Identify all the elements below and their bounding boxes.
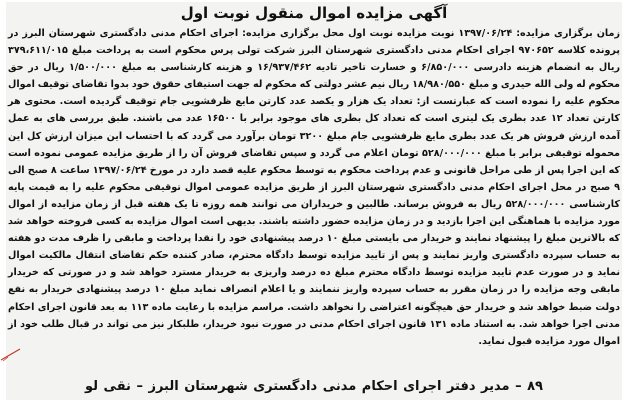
- notice-body: زمان برگزاری مزایده: ۱۳۹۷/۰۶/۲۴ نوبت مزایده نوبت اول محل برگزاری مزایده: اجرای احکام مدنی دادگستری شهرستان البرز در پرونده کلاسه ۹۷۰۶۵۲ اجرای احکام مدنی دادگستری شهرستان البرز شرکت تولی پرس محکوم است به پرداخت مبلغ ۳۷۹،۶۱۱/۰۱۵ ریال به انضمام هزینه دادرسی ۶/۸۵۰/۰۰۰ و خسارت تاخیر تادیه ۱۶/۹۳۷/۴۶۲ و هزینه کارشناسی به مبلغ ۱/۵۰۰/۰۰۰ ریال در حق محکوم له ولی الله حیدری و مبلغ ۱۸/۹۸۰/۵۵۰ ریال نیم عشر دولتی که محکوم له جهت استیفای حقوق خود بدوا تقاضای توقیف اموال محکوم علیه را نموده است که عبارتست از: تعداد یک هزار و یکصد عدد کارتن مایع ظرفشویی جام توقیف گردیده است. محتوی هر کارتن تعداد ۱۲ عدد بطری یک لیتری است که تعداد کل بطری های موجود برابر با ۱۶۵۰۰ عدد می باشند. طبق بررسی های به عمل آمده ارزش فروش هر یک عدد بطری مایع ظرفشویی جام مبلغ ۳۲۰۰ تومان برآورد می گردد که با احتساب این میزان ارزش کل این محموله توقیفی برابر با مبلغ ۵۲۸/۰۰۰/۰۰۰ تومان اعلام می گردد و سپس تقاضای فروش آن را از طریق مزایده عمومی نموده است که این اجرا پس از طی مراحل قانونی و عدم پرداخت محکوم به توسط محکوم علیه قصد دارد در مورخ ۱۳۹۷/۰۶/۲۴ ساعت ۸ صبح الی ۹ صبح در محل اجرای احکام مدنی دادگستری شهرستان البرز از طریق مزایده عمومی اموال توقیفی محکوم علیه را به قیمت پایه کارشناسی ۵۲۸/۰۰۰/۰۰۰ ریال به فروش برساند. طالبین و خریداران می توانند همه روزه تا یک هفته قبل از زمان مزایده از اموال مورد مزایده با هماهنگی این اجرا بازدید و در زمان مزایده حضور داشته باشند. بدیهی است اموال مزایده به کسی فروخته خواهد شد که بالاترین مبلغ را پیشنهاد نمایند و خریدار می بایستی مبلغ ۱۰ درصد پیشنهادی خود را نقدا پرداخت و مابقی را ظرف مدت دو هفته به حساب سپرده دادگستری واریز نمایند و پس از تایید مزایده توسط دادگاه محترم، صادر کننده حکم تقاضای انتقال مالکیت اموال نماید و در صورت عدم تایید مزایده توسط دادگاه محترم مبلغ ده درصد واریزی به خریدار مسترد خواهد شد و در صورتی که خریدار مابقی وجه مزایده را در زمان مقرر به حساب سپرده واریز ننمایند و یا اعلام انصراف نماید مبلغ ۱۰ درصد پیشنهادی خریدار به نفع دولت ضبط خواهد شد و خریدار حق هیچگونه اعتراضی را نخواهد داشت. مراسم مزایده با رعایت ماده ۱۱۳ به بعد قانون اجرای احکام مدنی اجرا خواهد شد. به استناد ماده ۱۳۱ قانون اجرای احکام مدنی در صورت نبود خریدار، طلبکار نیز می تواند در قبال طلب خود از اموال مورد مزایده قبول نماید.: [8, 28, 621, 347]
- notice-title: آگهی مزایده اموال منقول نوبت اول: [180, 4, 448, 22]
- notice-signature: ۸۹ – مدیر دفتر اجرای احکام مدنی دادگستری شهرستان البرز – نقی لو: [84, 379, 543, 394]
- auction-notice: [6, 2, 622, 400]
- margin-pen-mark-icon: [0, 346, 22, 362]
